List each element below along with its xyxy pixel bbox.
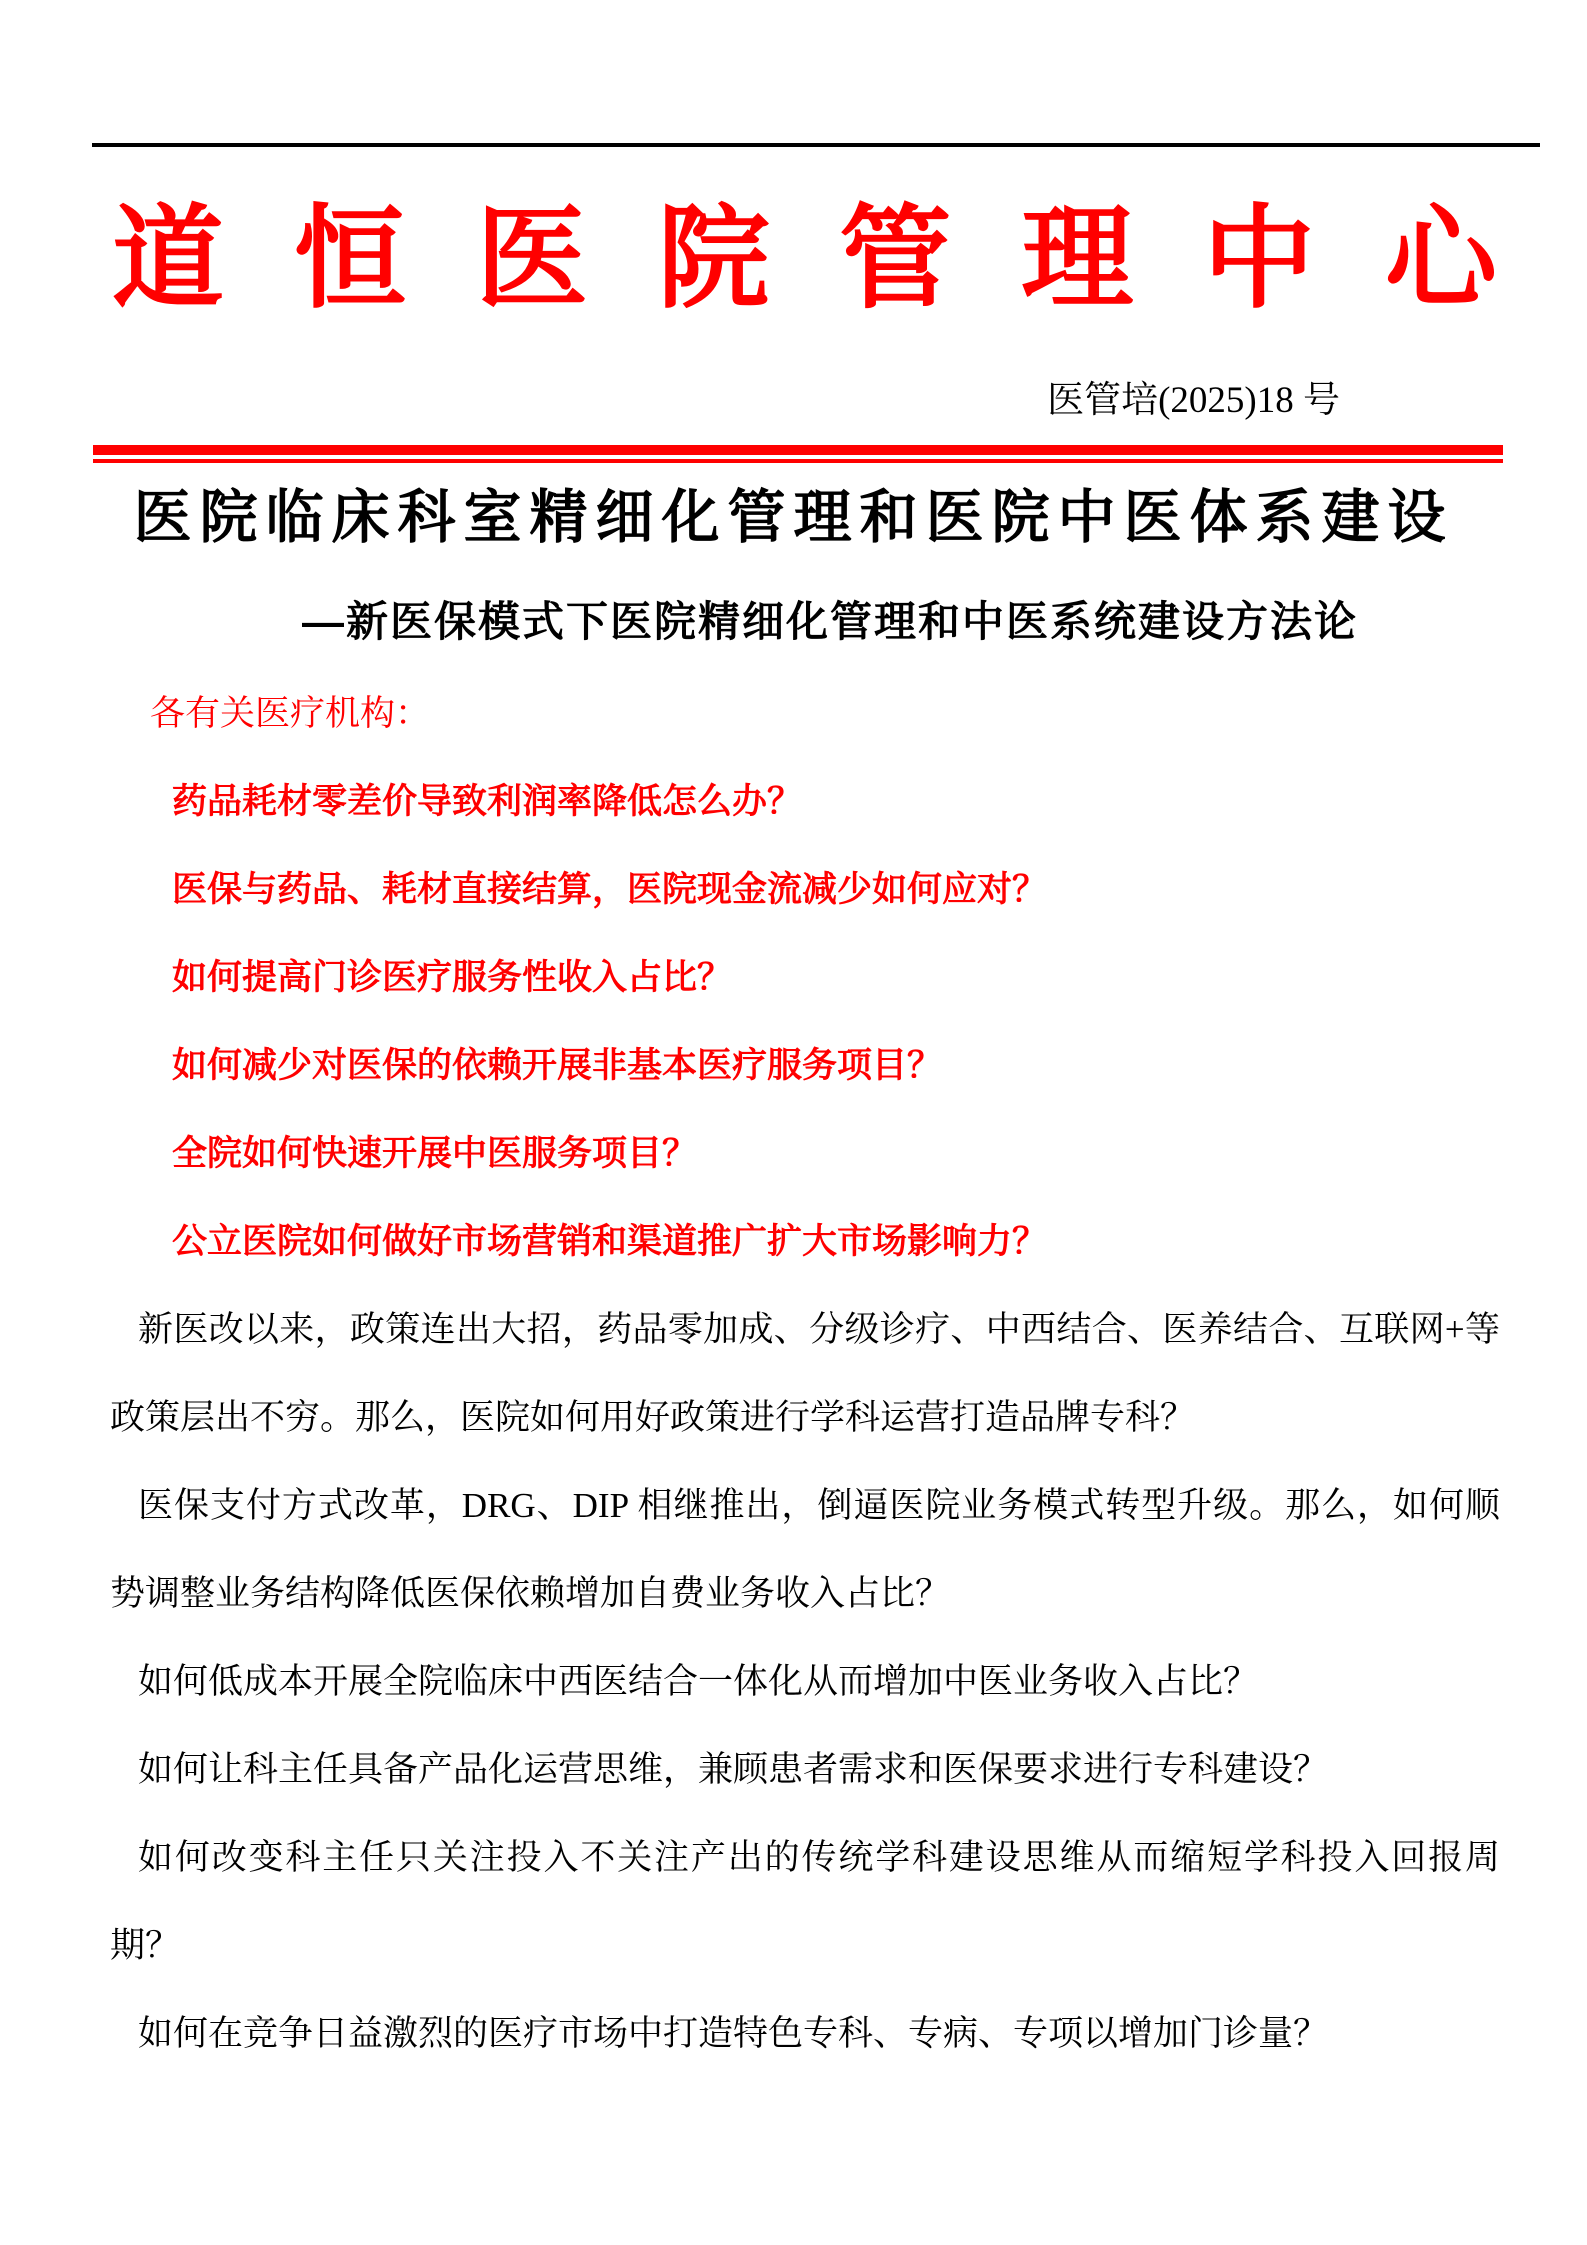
body-paragraph: 医保支付方式改革，DRG、DIP 相继推出，倒逼医院业务模式转型升级。那么，如何顺势调整业务结构降低医保依赖增加自费业务收入占比？ [110,1486,1500,1613]
red-question: 医保与药品、耗材直接结算，医院现金流减少如何应对？ [172,870,1048,909]
red-question: 全院如何快速开展中医服务项目？ [172,1134,698,1173]
salutation: 各有关医疗机构： [150,694,431,733]
red-divider-thin-line [93,459,1503,463]
document-body [110,670,1500,2078]
red-question: 药品耗材零差价导致利润率降低怎么办？ [172,782,803,821]
org-title: 道 恒 医 院 管 理 中 心 [112,198,1497,322]
body-paragraph: 如何改变科主任只关注投入不关注产出的传统学科建设思维从而缩短学科投入回报周期？ [110,1838,1500,1965]
body-paragraph: 新医改以来，政策连出大招，药品零加成、分级诊疗、中西结合、医养结合、互联网+等政策层出不穷。那么，医院如何用好政策进行学科运营打造品牌专科？ [110,1310,1500,1437]
red-question: 如何提高门诊医疗服务性收入占比？ [172,958,733,997]
document-title: 医院临床科室精细化管理和医院中医体系建设 [133,485,1454,550]
red-double-divider [93,445,1503,463]
body-paragraph: 如何让科主任具备产品化运营思维，兼顾患者需求和医保要求进行专科建设？ [138,1750,1329,1789]
red-question: 公立医院如何做好市场营销和渠道推广扩大市场影响力？ [172,1222,1048,1261]
top-divider [92,143,1540,147]
doc-number: 医管培(2025)18 号 [1047,380,1340,421]
red-divider-thick-line [93,445,1503,455]
red-question: 如何减少对医保的依赖开展非基本医疗服务项目？ [172,1046,943,1085]
document-subtitle: —新医保模式下医院精细化管理和中医系统建设方法论 [302,598,1359,645]
body-paragraph: 如何低成本开展全院临床中西医结合一体化从而增加中医业务收入占比？ [138,1662,1259,1701]
body-paragraph: 如何在竞争日益激烈的医疗市场中打造特色专科、专病、专项以增加门诊量？ [138,2014,1329,2053]
